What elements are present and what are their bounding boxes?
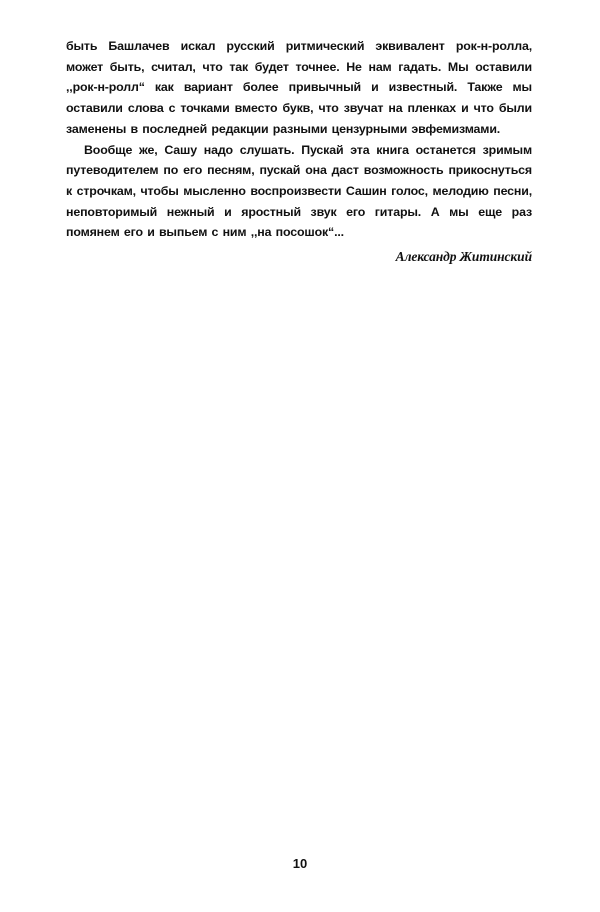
paragraph-closing: Вообще же, Сашу надо слушать. Пускай эта книга останется зримым путеводителем по его песням, пускай она даст возможность прикоснуться к строчкам, чтобы мысленно воспроизвести Сашин голос, мелодию песни, неповторимый нежный и яростный звук его гитары. А мы еще раз помянем его и выпьем с ним ,,на посошок“... [66, 142, 532, 240]
page-number: 10 [292, 856, 308, 871]
body-text [66, 36, 532, 243]
paragraph-continuation: быть Башлачев искал русский ритмический эквивалент рок-н-ролла, может быть, считал, что так будет точнее. Не нам гадать. Мы оставили ,,рок-н-ролл“ как вариант более привычный и известный. Также мы оставили слова с точками вместо букв, что звучат на пленках и что были заменены в последней редакции разными цензурными эвфемизмами. [66, 39, 532, 136]
author-signature: Александр Житинский [395, 249, 532, 264]
